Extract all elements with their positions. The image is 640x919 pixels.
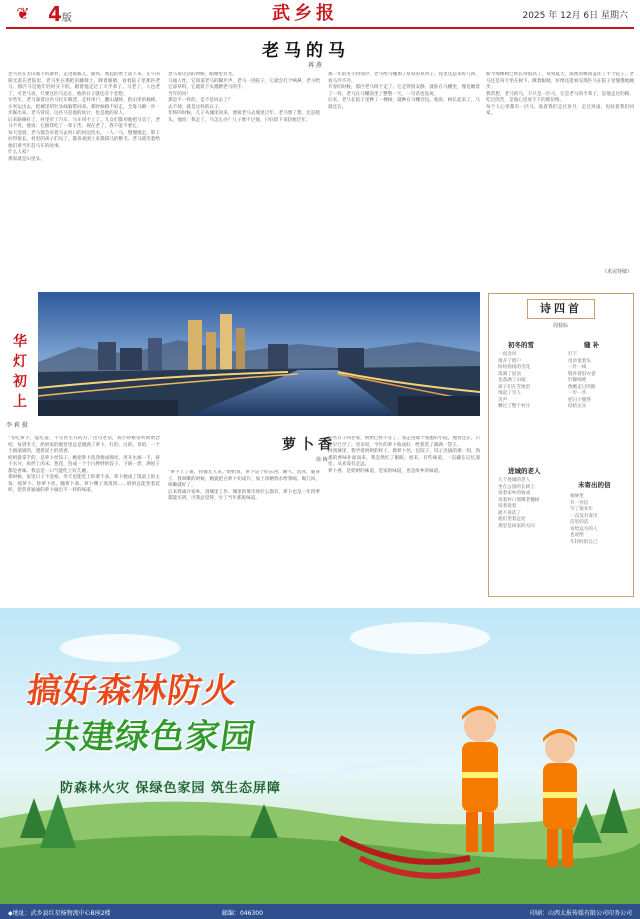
paragraph: “萝卜上了街，药铺无人来。”奶奶说，萝卜是个好东西，顺气、消食、暖身子。我咳嗽的时候，她就把白萝卜切成片，加上冰糖熬水给我喝，喝几回，咳嗽就好了。 [168,470,320,488]
paragraph: 老马住在太山旅下的寨村，走进那狐儿，疑风，吹起的黄土落下来，正午的阳光落在老院里，老马坐在那把旧藤椅上，眯着眼睛，看着院子里那匹老马。那匹马是他年轻时买下的，跟着他走过了大半辈子。马老了，人也老了，可老马说，只要这匹马还在，他的日子就还有个念想。 [8,72,160,97]
poems-heading: 诗四首 [527,299,595,319]
article-author: 苒 燕 [308,62,322,69]
poem-title: 未寄出的信 [578,481,611,489]
banner-headline-1: 搞好森林防火 [24,671,241,711]
article-column-3 [328,436,480,602]
poems-author: 周枝标 [553,323,569,329]
paragraph: 每个人心里都有一匹马，驮着我们走过岁月，走过风雨，也驮着我们回家。 [486,104,634,116]
paragraph: 奶奶最拿手的，是萝卜丝饺子。她把萝卜洗净擦成细丝，用开水焯一下，挤干水分，再拌上肉末、葱花，包成一个个白胖胖的饺子。下锅一煮，满屋子都是香味。我总是一口气能吃上好几碗。 [8,455,160,474]
article-column-3 [328,72,480,270]
paragraph: 那一年的冬天特别冷，老马给马棚加了厚厚的草帘子，夜里还起来好几回，看马冷不冷。 [328,72,480,84]
paragraph: 我常想，老马的马，不只是一匹马，它是老马的半辈子，是他走过的路，吃过的苦，是他心里放不下的那份情。 [486,91,634,103]
paragraph: 后来路修好了，村里有了汽车，马车用不上了。儿女们都劝他把马卖了，老马不肯。他说：它跟我吃了一辈子苦，现在老了，我不能不要它。 [8,117,160,129]
poem-title: 进城的老人 [508,467,541,475]
footer-printer: 印刷：山西太报传媒有限公司印务公司 [529,910,632,917]
page-header [0,0,640,28]
paragraph: 那家就是山里头。 [8,156,45,162]
paragraph: 后来我离开家乡，到城里工作。城里的菜市场什么都有，萝卜也是一年四季都能买到，可我总觉得，少了当年那股味道。 [168,489,320,501]
poem-body: 一夜北风 推开了窗户 纷纷扬扬的雪花 落满了屋顶 也落满了山坡 孩子们在雪地里 堆起了雪人 笑声 飘过了整个村庄 [498,352,531,409]
page-footer [0,904,640,919]
header-divider [6,27,634,29]
paragraph: 回到城里，我学着奶奶的样子，擦萝卜丝，包饺子。饺子出锅的那一刻，熟悉的香味扑面而来，我忽然红了眼眶。原来，有些味道，一直藏在记忆深处，从来没有走远。 [328,449,480,467]
poems-box [488,293,634,597]
poem-title: 初冬的雪 [508,341,534,349]
article-column-2 [168,470,320,602]
article-title: 老马的马 [262,41,350,61]
paragraph: 那是不一样的，是不是回去了？ [168,98,233,103]
photo-title: 华灯初上 [13,334,27,410]
paragraph: 开春的时候，那匹老马终于走了。它走得很安静，就卧在马棚里，像是睡着了一样。老马在马棚前坐了整整一天，一句话也没说。 [328,85,480,97]
paragraph: 前些日子回老家，奶奶已经不在了。我走进那个熟悉的小院，地窖还在，只是早已空了。母亲说，今年的萝卜收成好，给我装了满满一袋子。 [328,436,480,448]
poem-body: 几个进城的老人 坐在公园的长椅上 说着家乡的收成 说着村口那棵老槐树 说着说着 就不说话了 他们望着远处 那里是回家的方向 [498,478,540,529]
paragraph: 马通人性。它知道老马的脚步声，老马一进院子，它就会打个响鼻。老马给它添草料，它就低下头蹭蹭老马的手。 [168,78,320,90]
article-column-1 [8,436,160,602]
footer-address: ◆地址：武乡县红星杨物流中心B座2楼 [8,910,111,917]
paragraph: 年终的时候，儿子从城里回来，要接老马去城里过年。老马想了想，还是摇头。他说：我走了，马怎么办？儿子拗不过他，只好留下来陪他过年。 [168,111,320,123]
banner-slogan: 防森林火灾 保绿色家园 筑生态屏障 [60,781,282,796]
paragraph: 什么人家？ [8,150,31,155]
paragraph: 当年的风！ [168,91,191,97]
paragraph: 早些年，老马靠着这匹马拉车贩货，走村串户，翻山越岭，把山里的核桃、小米运出去，把城里的针头线脑带回来。那时候路不好走，全靠马蹄一步一步踩出来。老马常说，这匹马是他的伙计，也是他的家人。 [8,98,160,116]
paragraph: 去不掉，就是这样的日子。 [168,104,224,110]
article-column-4 [486,72,634,266]
issue-date: 2025 年 12月 6日 星期六 [522,11,628,21]
paragraph: 老马说这话的时候，眼睛里有光。 [168,72,237,77]
page-number: 4版 [48,2,72,26]
article-title: 萝卜香 [282,437,336,453]
footer-postcode: 邮编：046300 [222,910,263,917]
article-author: 徐 梅 [316,457,328,463]
paragraph: 萝卜香，是奶奶的味道，是家的味道，也是故乡的味道。 [328,468,443,474]
forest-fire-prevention-banner [0,608,640,904]
poem-body: 灯下 母亲低着头 一针一线 缝补着旧衣裳 针脚细密 像她走过的路 一步一步 把日子缝得 结结实实 [568,352,596,409]
poem-title: 缝 补 [584,341,600,349]
continued-mark: （未完待续） [601,269,632,275]
newspaper-emblem-icon: ❦ [16,4,30,23]
city-night-scene [38,292,480,416]
article-column-2 [168,72,320,270]
banner-headline-2: 共建绿色家园 [42,717,259,757]
paragraph: 后来，老马在院子里种了一棵树，就种在马棚旁边。他说，树长起来了，马就还在。 [328,98,480,110]
paragraph: 每天清晨，老马都会牵着马去村口的河边饮水，一人一马，慢慢地走，影子拉得很长。村里的孩子们见了，都喜欢围上来摸摸马的鬃毛。老马就笑着给他们讲当年赶马车的故事。 [8,130,160,149]
poem-body: 抽屉里 有一封信 写了很多年 一直没有寄出 信里的话 说给远方的人 也说给 年轻时的自己 [570,494,598,545]
city-night-photo [38,292,480,416]
paragraph: 那时候，家里日子不宽裕，冬天里能吃上的菜不多。萝卜便成了饭桌上的主角：炖萝卜、炒萝卜丝、腌萝卜条、萝卜缨子蒸窝窝……奶奶总能变着花样，把普普通通的萝卜做出不一样的味道。 [8,475,160,493]
masthead: 武乡报 [272,3,338,24]
paragraph: 如今那棵树已经长得很高了，每到夏天，浓密的树荫盖住了半个院子。老马还是每天坐在树下，眯着眼睛，好像还能看见那匹马在院子里慢慢地踱步。 [486,72,634,90]
paragraph: “冬吃萝卜，夏吃姜，不劳医生开药方。”这句老话，我小时候常听奶奶念叨。每到冬天，奶奶家的地窖里总是储满了萝卜，红的、白的、青的，一个个圆滚滚的，透着泥土的清香。 [8,436,160,454]
article-column-1 [8,72,160,270]
photo-credit: 李 莉 摄 [6,422,28,429]
